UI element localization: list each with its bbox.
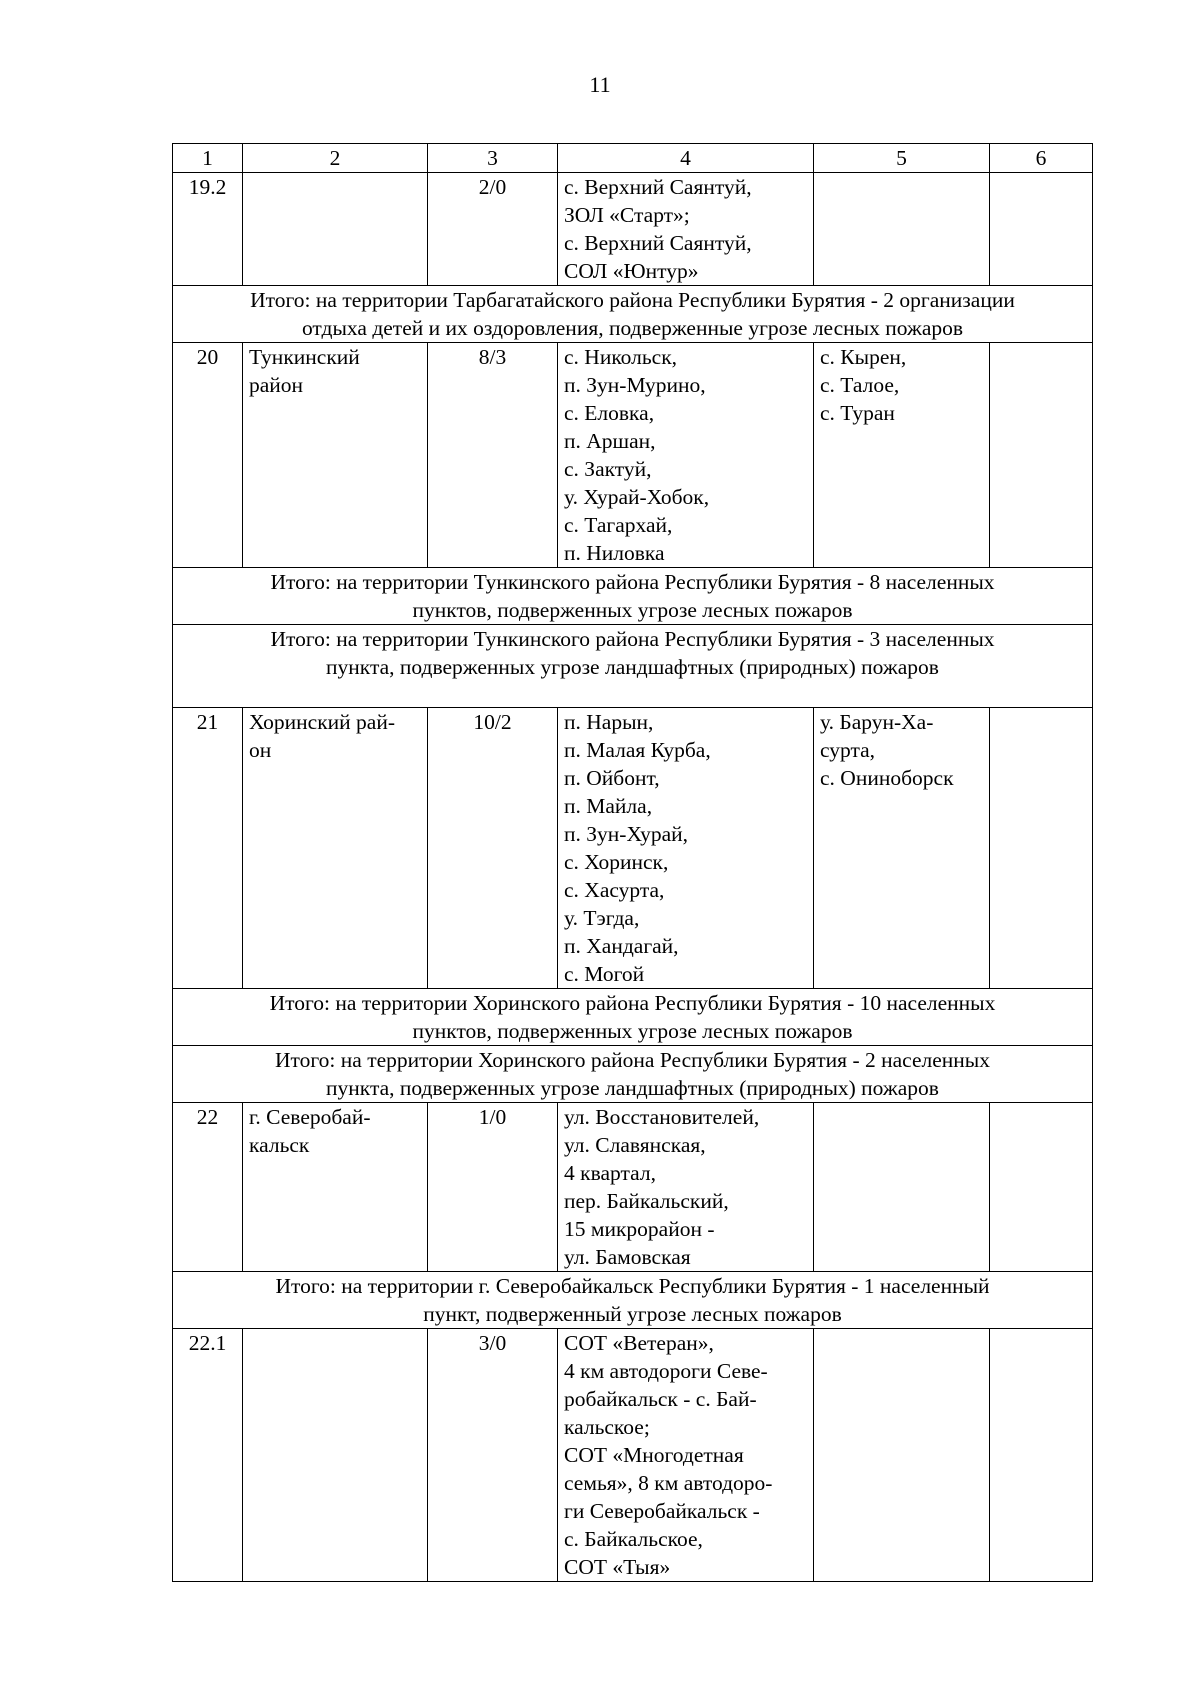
row-number-cell: 19.2: [173, 173, 243, 286]
count-cell: 8/3: [428, 343, 558, 568]
landscape-settlements-cell: [814, 173, 990, 286]
forest-settlements-cell-line: с. Еловка,: [564, 401, 655, 425]
landscape-settlements-cell-line: сурта,: [820, 738, 876, 762]
forest-settlements-cell-line: с. Никольск,: [564, 345, 678, 369]
forest-settlements-cell-line: у. Тэгда,: [564, 906, 640, 930]
district-cell: [243, 173, 428, 286]
forest-settlements-cell-line: ги Северобайкальск -: [564, 1499, 760, 1523]
forest-settlements-cell-line: 15 микрорайон -: [564, 1217, 715, 1241]
forest-settlements-cell-line: семья», 8 км автодоро-: [564, 1471, 773, 1495]
header-cell: 3: [428, 144, 558, 173]
notes-cell: [990, 173, 1093, 286]
summary-row: [173, 568, 1093, 625]
forest-settlements-cell-line: с. Могой: [564, 962, 645, 986]
row-number-cell: 21: [173, 708, 243, 989]
count-cell: 1/0: [428, 1103, 558, 1272]
forest-settlements-cell-line: СОЛ «Юнтур»: [564, 259, 699, 283]
forest-settlements-cell-line: п. Ниловка: [564, 541, 665, 565]
forest-settlements-cell: [558, 708, 814, 989]
summary-line: Итого: на территории Тарбагатайского района Республики Бурятия - 2 организации: [250, 288, 1015, 312]
summary-line: пункт, подверженный угрозе лесных пожаров: [423, 1302, 842, 1326]
count-cell: 10/2: [428, 708, 558, 989]
table-row: [173, 1103, 1093, 1272]
summary-line: пункта, подверженных угрозе ландшафтных (природных) пожаров: [326, 655, 939, 679]
forest-settlements-cell-line: ул. Бамовская: [564, 1245, 691, 1269]
notes-cell: [990, 1103, 1093, 1272]
summary-row: [173, 1046, 1093, 1103]
forest-settlements-cell-line: с. Тагархай,: [564, 513, 673, 537]
forest-settlements-cell-line: 4 квартал,: [564, 1161, 656, 1185]
forest-settlements-cell-line: п. Хандагай,: [564, 934, 679, 958]
forest-settlements-cell-line: с. Байкальское,: [564, 1527, 703, 1551]
forest-settlements-cell-line: ЗОЛ «Старт»;: [564, 203, 690, 227]
forest-settlements-cell-line: п. Зун-Мурино,: [564, 373, 706, 397]
forest-settlements-cell-line: пер. Байкальский,: [564, 1189, 729, 1213]
table-row: [173, 173, 1093, 286]
district-cell-line: г. Северобай-: [249, 1105, 371, 1129]
table-row: [173, 1329, 1093, 1582]
summary-row: [173, 989, 1093, 1046]
summary-row: [173, 625, 1093, 708]
landscape-settlements-cell: [814, 708, 990, 989]
notes-cell: [990, 1329, 1093, 1582]
forest-settlements-cell-line: п. Ойбонт,: [564, 766, 660, 790]
district-cell-line: он: [249, 738, 272, 762]
forest-settlements-cell-line: с. Верхний Саянтуй,: [564, 175, 752, 199]
forest-settlements-cell-line: с. Зактуй,: [564, 457, 652, 481]
forest-settlements-cell-line: у. Хурай-Хобок,: [564, 485, 710, 509]
district-cell-line: Тункинский: [249, 345, 360, 369]
forest-settlements-cell-line: с. Верхний Саянтуй,: [564, 231, 752, 255]
summary-cell: [173, 989, 1093, 1046]
district-cell-line: Хоринский рай-: [249, 710, 396, 734]
summary-line: пунктов, подверженных угрозе лесных пожаров: [412, 1019, 853, 1043]
count-cell: 3/0: [428, 1329, 558, 1582]
landscape-settlements-cell: [814, 1329, 990, 1582]
count-cell: 2/0: [428, 173, 558, 286]
forest-settlements-cell-line: СОТ «Ветеран»,: [564, 1331, 714, 1355]
page-number: 11: [589, 72, 611, 97]
forest-settlements-cell: [558, 1103, 814, 1272]
summary-line: отдыха детей и их оздоровления, подверженные угрозе лесных пожаров: [301, 316, 964, 340]
forest-settlements-cell: [558, 1329, 814, 1582]
header-row: [173, 144, 1093, 173]
forest-settlements-cell: [558, 173, 814, 286]
table-row: [173, 343, 1093, 568]
summary-line: Итого: на территории Тункинского района Республики Бурятия - 3 населенных: [270, 627, 995, 651]
district-cell: [243, 1103, 428, 1272]
forest-settlements-cell-line: робайкальск - с. Бай-: [564, 1387, 757, 1411]
forest-settlements-cell-line: п. Аршан,: [564, 429, 656, 453]
forest-settlements-cell-line: п. Малая Курба,: [564, 738, 711, 762]
forest-settlements-cell-line: п. Зун-Хурай,: [564, 822, 689, 846]
summary-row: [173, 286, 1093, 343]
landscape-settlements-cell: [814, 1103, 990, 1272]
forest-settlements-cell-line: СОТ «Тыя»: [564, 1555, 671, 1579]
summary-line: Итого: на территории Хоринского района Республики Бурятия - 10 населенных: [269, 991, 996, 1015]
forest-settlements-cell-line: с. Хасурта,: [564, 878, 665, 902]
row-number-cell: 22: [173, 1103, 243, 1272]
notes-cell: [990, 343, 1093, 568]
district-cell: [243, 343, 428, 568]
district-cell: [243, 708, 428, 989]
forest-settlements-cell-line: ул. Восстановителей,: [564, 1105, 760, 1129]
landscape-settlements-cell-line: с. Туран: [820, 401, 895, 425]
forest-settlements-cell-line: кальское;: [564, 1415, 650, 1439]
summary-cell: [173, 1046, 1093, 1103]
forest-settlements-cell-line: п. Нарын,: [564, 710, 654, 734]
settlements-table: [172, 143, 1093, 1582]
summary-cell: [173, 1272, 1093, 1329]
landscape-settlements-cell-line: у. Барун-Ха-: [820, 710, 934, 734]
landscape-settlements-cell-line: с. Онинoборск: [820, 766, 954, 790]
summary-line: Итого: на территории Тункинского района Республики Бурятия - 8 населенных: [270, 570, 995, 594]
forest-settlements-cell-line: с. Хоринск,: [564, 850, 669, 874]
header-cell: 6: [990, 144, 1093, 173]
table-body: [173, 144, 1093, 1582]
summary-cell: [173, 286, 1093, 343]
forest-settlements-cell-line: п. Майла,: [564, 794, 653, 818]
header-cell: 4: [558, 144, 814, 173]
landscape-settlements-cell: [814, 343, 990, 568]
table-row: [173, 708, 1093, 989]
row-number-cell: 20: [173, 343, 243, 568]
forest-settlements-cell-line: ул. Славянская,: [564, 1133, 706, 1157]
row-number-cell: 22.1: [173, 1329, 243, 1582]
summary-line: Итого: на территории Хоринского района Республики Бурятия - 2 населенных: [275, 1048, 990, 1072]
summary-line: пункта, подверженных угрозе ландшафтных (природных) пожаров: [326, 1076, 939, 1100]
summary-row: [173, 1272, 1093, 1329]
landscape-settlements-cell-line: с. Кырен,: [820, 345, 907, 369]
summary-line: пунктов, подверженных угрозе лесных пожаров: [412, 598, 853, 622]
landscape-settlements-cell-line: с. Талое,: [820, 373, 900, 397]
forest-settlements-cell-line: СОТ «Многодетная: [564, 1443, 744, 1467]
header-cell: 2: [243, 144, 428, 173]
summary-cell: [173, 568, 1093, 625]
forest-settlements-cell-line: 4 км автодороги Севе-: [564, 1359, 768, 1383]
district-cell: [243, 1329, 428, 1582]
notes-cell: [990, 708, 1093, 989]
header-cell: 5: [814, 144, 990, 173]
district-cell-line: кальск: [249, 1133, 310, 1157]
forest-settlements-cell: [558, 343, 814, 568]
summary-line: Итого: на территории г. Северобайкальск Республики Бурятия - 1 населенный: [275, 1274, 990, 1298]
summary-cell: [173, 625, 1093, 708]
district-cell-line: район: [249, 373, 304, 397]
header-cell: 1: [173, 144, 243, 173]
